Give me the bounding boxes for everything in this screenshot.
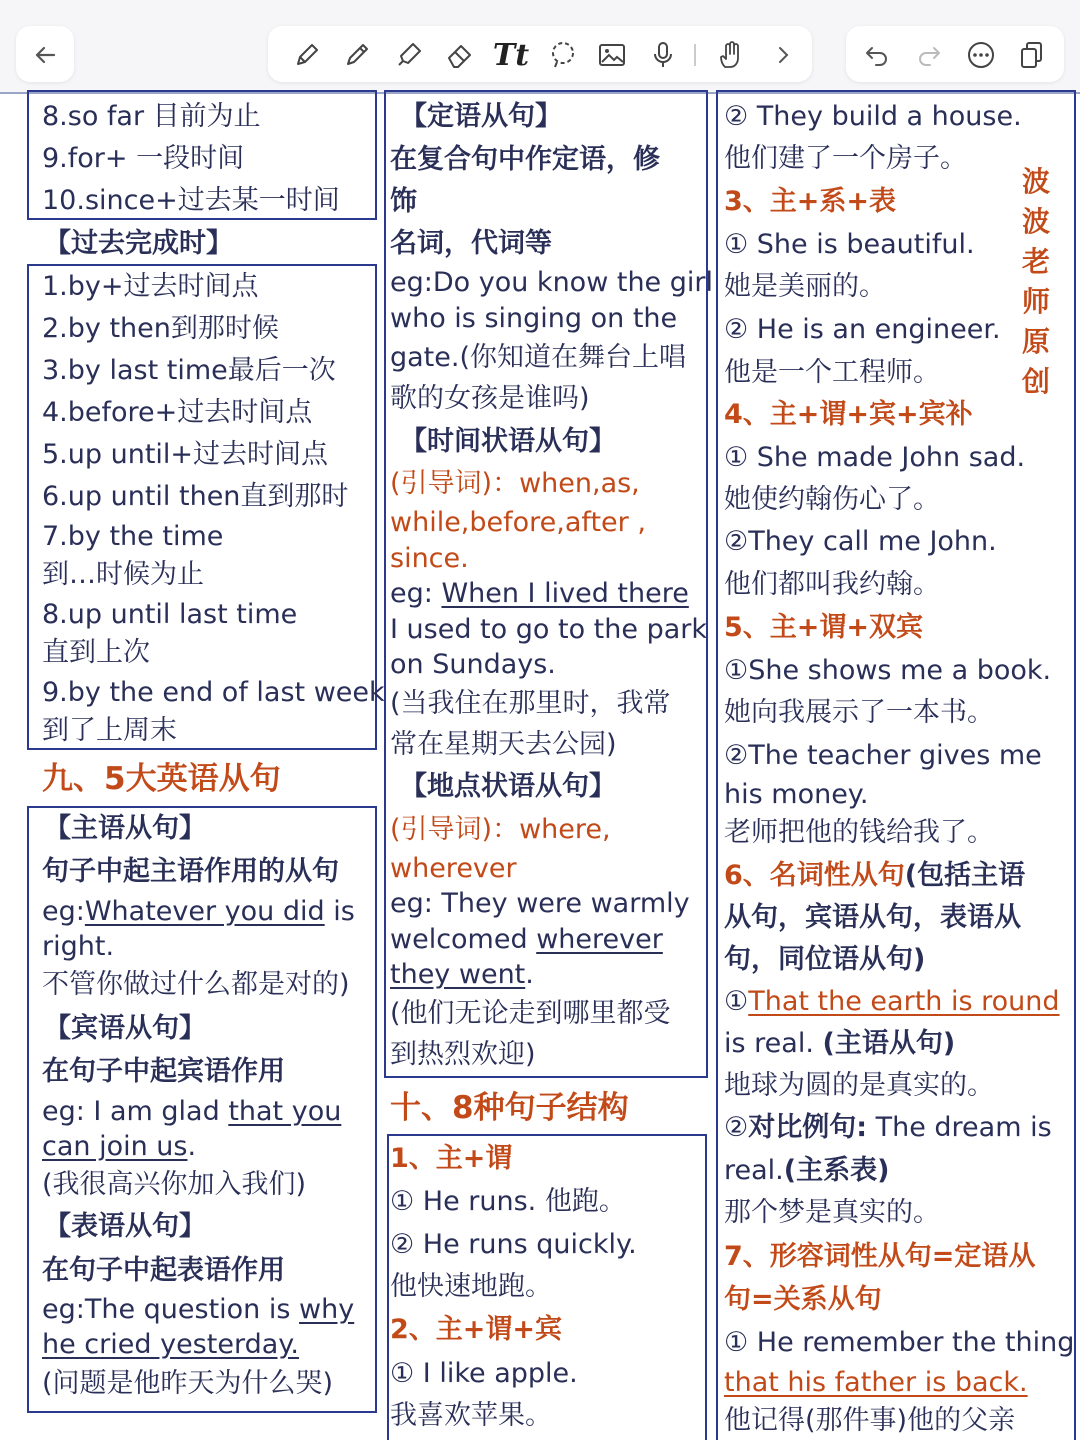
pages-icon[interactable] [1014,38,1048,72]
past-perfect-heading: 【过去完成时】 [44,228,233,259]
top-toolbar [0,0,1080,94]
structure-7-example-underlined: that his father is back. [724,1367,1028,1398]
place-clause-example-line3: they went. [390,959,534,990]
back-arrow-icon [28,38,62,72]
place-clause-example: eg: They were warmly [390,888,690,919]
attributive-definition-line: 名词，代词等 [390,228,552,259]
structure-7-heading-line: 句=关系从句 [724,1284,882,1315]
structure-4-line: ②They call me John. [724,526,997,557]
predicative-clause-example: eg:The question is why [42,1294,355,1325]
time-clause-guide-line: since. [390,543,469,574]
structure-2-line: ① I like apple. [390,1358,578,1389]
time-clause-heading: 【时间状语从句】 [400,426,616,457]
time-clause-guide-line: (引导词)：when,as, [390,468,640,499]
list-item: 2.by then到那时候 [42,313,279,344]
structure-1-line: ② He runs quickly. [390,1229,637,1260]
attributive-example-line: gate.(你知道在舞台上唱 [390,342,686,373]
structure-5-line: 老师把他的钱给我了。 [724,817,994,848]
structure-5-line: 她向我展示了一本书。 [724,697,994,728]
pencil-icon[interactable] [340,38,374,72]
structure-3-heading: 3、主+系+表 [724,186,897,217]
list-item: 4.before+过去时间点 [42,397,313,428]
list-item: 9.for+ 一段时间 [42,143,245,174]
structure-6-contrast: ②对比例句: The dream is [724,1112,1052,1143]
list-item: 8.up until last time [42,599,298,630]
list-item: 10.since+过去某一时间 [42,185,340,216]
object-clause-definition: 在句子中起宾语作用 [42,1056,285,1087]
place-clause-translation-line: (他们无论走到哪里都受 [390,998,671,1029]
watermark: 波波老师原创 [1021,165,1050,398]
structure-3-line: ① She is beautiful. [724,229,975,260]
structure-6-translation: 地球为圆的是真实的。 [724,1070,994,1101]
section-9-title: 九、5大英语从句 [42,761,281,797]
list-item: 5.up until+过去时间点 [42,439,329,470]
time-clause-guide-line: while,before,after , [390,507,646,538]
highlighter-icon[interactable] [392,38,426,72]
undo-icon[interactable] [860,38,894,72]
subject-clause-heading: 【主语从句】 [44,813,206,844]
time-clause-example-line: I used to go to the park [390,614,707,645]
structure-5-heading: 5、主+谓+双宾 [724,612,924,643]
text-tool-icon[interactable]: Tt [492,37,530,73]
structure-2-heading: 2、主+谓+宾 [390,1314,563,1345]
attributive-definition-line: 在复合句中作定语，修 [390,144,660,175]
predicative-clause-example-line2: he cried yesterday. [42,1329,299,1360]
list-item: 到了上周末 [42,715,177,746]
subject-clause-translation: 不管你做过什么都是对的) [42,969,350,1000]
subject-clause-example: eg:Whatever you did is [42,896,355,927]
structure-3-line: 她是美丽的。 [724,271,886,302]
section-10-title: 十、8种句子结构 [390,1090,629,1126]
attributive-clause-heading: 【定语从句】 [400,101,562,132]
object-clause-translation: (我很高兴你加入我们) [42,1169,307,1200]
structure-6-heading-line: 句，同位语从句) [724,944,926,975]
list-item: 9.by the end of last week [42,677,385,708]
object-clause-heading: 【宾语从句】 [44,1013,206,1044]
time-clause-translation-line: 常在星期天去公园) [390,729,617,760]
structure-3-line: ② He is an engineer. [724,314,1001,345]
image-icon[interactable] [595,38,629,72]
drawing-tools [268,26,812,82]
structure-1-line: ① He runs. 他跑。 [390,1186,626,1217]
structure-4-heading: 4、主+谓+宾+宾补 [724,399,973,430]
structure-7-example: ① He remember the thing [724,1327,1075,1358]
attributive-example-line: 歌的女孩是谁吗) [390,383,590,414]
hand-icon[interactable] [714,38,748,72]
structure-4-line: 她使约翰伤心了。 [724,484,940,515]
object-clause-example: eg: I am glad that you [42,1096,342,1127]
time-clause-example-line: on Sundays. [390,649,556,680]
place-clause-example-line2: welcomed wherever [390,924,663,955]
place-clause-guide-line: wherever [390,853,517,884]
structure-5-line: ②The teacher gives me [724,740,1042,771]
structure-4-line: 他们都叫我约翰。 [724,569,940,600]
time-clause-translation-line: (当我住在那里时，我常 [390,688,671,719]
structure-5-line: ①She shows me a book. [724,655,1052,686]
predicative-clause-heading: 【表语从句】 [44,1211,206,1242]
object-clause-example-line2: can join us. [42,1131,197,1162]
list-item: 1.by+过去时间点 [42,271,259,302]
structure-2-line: ② They build a house. [724,101,1022,132]
eraser-icon[interactable] [443,38,477,72]
structure-6-contrast-translation: 那个梦是真实的。 [724,1197,940,1228]
structure-4-line: ① She made John sad. [724,442,1026,473]
place-clause-guide-line: (引导词)：where, [390,814,611,845]
attributive-example-line: who is singing on the [390,303,678,334]
back-button[interactable] [16,26,74,82]
structure-2-line: 我喜欢苹果。 [390,1400,552,1431]
toolbar-divider [694,44,696,66]
more-icon[interactable] [964,38,998,72]
pen-icon[interactable] [290,38,324,72]
structure-6-example: ①That the earth is round [724,986,1060,1017]
structure-2-line: 他们建了一个房子。 [724,143,967,174]
document-actions [846,26,1064,82]
redo-icon[interactable] [912,38,946,72]
attributive-definition-line: 饰 [390,186,417,217]
list-item: 到…时候为止 [42,559,204,590]
subject-clause-definition: 句子中起主语作用的从句 [42,856,339,887]
attributive-example-line: eg:Do you know the girl [390,267,713,298]
place-clause-translation-line: 到热烈欢迎) [390,1039,536,1070]
structure-6-example-line2: is real. (主语从句) [724,1028,956,1059]
structure-7-heading: 7、形容词性从句=定语从 [724,1241,1036,1272]
list-item: 7.by the time [42,521,224,552]
microphone-icon[interactable] [646,38,680,72]
place-clause-heading: 【地点状语从句】 [400,771,616,802]
structure-6-contrast-line2: real.(主系表) [724,1155,890,1186]
predicative-clause-translation: (问题是他昨天为什么哭) [42,1368,334,1399]
structure-6-heading-line: 从句，宾语从句，表语从 [724,902,1021,933]
list-item: 8.so far 目前为止 [42,101,261,132]
lasso-icon[interactable] [546,38,580,72]
list-item: 3.by last time最后一次 [42,355,336,386]
structure-7-translation: 他记得(那件事)他的父亲 [724,1405,1016,1436]
structure-5-line: his money. [724,779,869,810]
time-clause-example: eg: When I lived there [390,578,689,609]
predicative-clause-definition: 在句子中起表语作用 [42,1255,285,1286]
structure-1-line: 他快速地跑。 [390,1271,552,1302]
chevron-right-icon[interactable] [766,38,800,72]
subject-clause-example-line2: right. [42,931,115,962]
structure-6-heading: 6、名词性从句(包括主语 [724,860,1026,891]
structure-1-heading: 1、主+谓 [390,1143,513,1174]
list-item: 直到上次 [42,637,150,668]
structure-3-line: 他是一个工程师。 [724,357,940,388]
list-item: 6.up until then直到那时 [42,481,349,512]
